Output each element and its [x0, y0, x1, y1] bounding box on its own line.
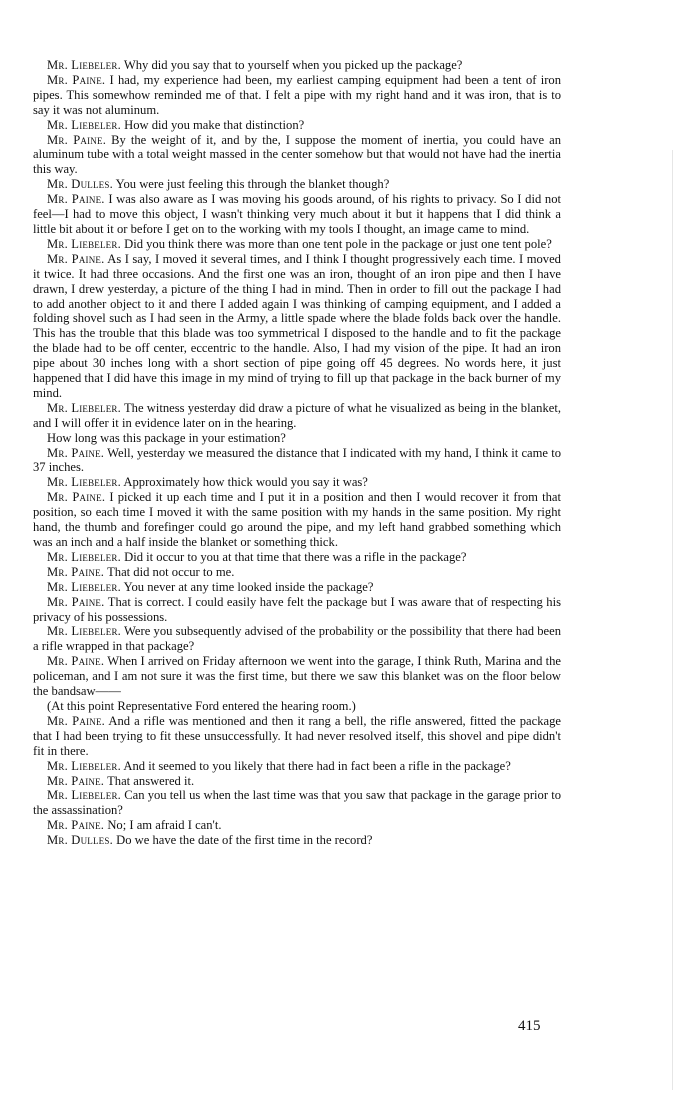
paragraph-text: Why did you say that to yourself when you picked up the package?: [123, 58, 463, 72]
testimony-paragraph: [33, 73, 561, 118]
speaker-name: Mr. Liebeler.: [47, 549, 121, 564]
paragraph-text: By the weight of it, and by the, I suppose the moment of inertia, you could have an aluminum tube with a total weight massed in the center somehow but that would not have had the inertia this way.: [33, 132, 561, 177]
paragraph-text: I had, my experience had been, my earliest camping equipment had been a tent of iron pipes. This somewhow reminded me of that. I felt a pipe with my right hand and it was iron, that is to say it was not aluminum.: [33, 72, 561, 117]
paragraph-text: How long was this package in your estimation?: [47, 430, 286, 445]
speaker-name: Mr. Paine.: [47, 818, 105, 833]
testimony-paragraph: [33, 833, 561, 848]
speaker-name: Mr. Paine.: [47, 594, 105, 609]
speaker-name: Mr. Liebeler.: [47, 58, 121, 72]
speaker-name: Mr. Paine.: [47, 654, 105, 669]
testimony-paragraph: [33, 595, 561, 625]
speaker-name: Mr. Paine.: [47, 132, 107, 147]
testimony-paragraph: [33, 654, 561, 699]
speaker-name: Mr. Paine.: [47, 490, 106, 505]
speaker-name: Mr. Paine.: [47, 251, 105, 266]
paragraph-text: As I say, I moved it several times, and I think I thought progressively each time. I moved it twice. It had three occasions. And the first one was an iron, thought of an iron pipe and then I have drawn, I drew yesterday, a picture of the thing I had in mind. Then in order to fill out the package I had to add another object to it and there I added again I was thinking of camping equipment, and I added a folding shovel such as I had seen in the Army, a little spade where the blade folds back over the handle. This has the trouble that this blade was too symmetrical I disposed to the handle and to fit the package the blade had to be off center, eccentric to the handle. Also, I had my vision of the pipe. It had an iron pipe about 30 inches long with a short section of pipe going off 45 degrees. No words here, it just happened that I did have this image in my mind of trying to fill up that package in the back burner of my mind.: [33, 251, 561, 400]
speaker-name: Mr. Paine.: [47, 445, 105, 460]
paragraph-text: I was also aware as I was moving his goods around, of his rights to privacy. So I did not feel—I had to move this object, I wasn't thinking very much about it but it happens that I did think a little bit about it or before I get on to the working with my tools I thought, an image came to mind.: [33, 192, 561, 236]
speaker-name: Mr. Liebeler.: [47, 236, 121, 251]
paragraph-text: The witness yesterday did draw a picture of what he visualized as being in the blanket, and I will offer it in evidence later on in the hearing.: [33, 400, 562, 430]
speaker-name: Mr. Liebeler.: [47, 624, 122, 639]
paragraph-text: Did you think there was more than one tent pole in the package or just one tent pole?: [124, 236, 552, 251]
testimony-paragraph: [33, 788, 561, 818]
speaker-name: Mr. Liebeler.: [47, 117, 121, 132]
speaker-name: Mr. Liebeler.: [47, 579, 121, 594]
testimony-paragraph: [33, 133, 561, 178]
paragraph-text: And it seemed to you likely that there had in fact been a rifle in the package?: [123, 758, 511, 773]
testimony-paragraph: [33, 401, 561, 431]
paragraph-text: Can you tell us when the last time was that you saw that package in the garage prior to the assassination?: [33, 788, 562, 818]
speaker-name: Mr. Paine.: [47, 713, 106, 728]
testimony-paragraph: [33, 177, 561, 192]
testimony-paragraph: [33, 565, 561, 580]
paragraph-text: When I arrived on Friday afternoon we went into the garage, I think Ruth, Marina and the policeman, and I am not sure it was the first time, but there we saw this blanket was on the floor below the bandsaw——: [33, 654, 561, 699]
paragraph-text: How did you make that distinction?: [124, 117, 305, 132]
paragraph-text: Approximately how thick would you say it was?: [123, 475, 368, 490]
paragraph-text: That did not occur to me.: [107, 564, 235, 579]
speaker-name: Mr. Paine.: [47, 192, 105, 207]
paragraph-text: That is correct. I could easily have felt the package but I was aware that of respecting his privacy of his possessions.: [33, 594, 561, 624]
testimony-paragraph: [33, 580, 561, 595]
paragraph-text: And a rifle was mentioned and then it rang a bell, the rifle answered, fitted the package that I had been trying to fit these unsuccessfully. It had never resolved itself, this shovel and pipe didn't fit in there.: [33, 713, 561, 758]
testimony-paragraph: [33, 58, 561, 73]
testimony-paragraph: [33, 714, 561, 759]
testimony-paragraph: [33, 490, 561, 550]
speaker-name: Mr. Liebeler.: [47, 400, 121, 415]
paragraph-text: No; I am afraid I can't.: [107, 818, 222, 833]
speaker-name: Mr. Dulles.: [47, 177, 113, 192]
testimony-text: [33, 58, 561, 848]
paragraph-text: You never at any time looked inside the package?: [123, 579, 374, 594]
paragraph-text: Did it occur to you at that time that there was a rifle in the package?: [124, 549, 467, 564]
testimony-paragraph: [33, 818, 561, 833]
testimony-paragraph: [33, 550, 561, 565]
testimony-paragraph: [33, 759, 561, 774]
speaker-name: Mr. Liebeler.: [47, 758, 121, 773]
testimony-paragraph: [33, 118, 561, 133]
paragraph-text: Do we have the date of the first time in the record?: [116, 833, 373, 848]
testimony-paragraph: [33, 192, 561, 237]
speaker-name: Mr. Liebeler.: [47, 788, 121, 803]
testimony-paragraph: [33, 774, 561, 789]
speaker-name: Mr. Paine.: [47, 773, 105, 788]
speaker-name: Mr. Paine.: [47, 72, 106, 87]
testimony-paragraph: [33, 624, 561, 654]
paragraph-text: Well, yesterday we measured the distance that I indicated with my hand, I think it came to 37 inches.: [33, 445, 561, 475]
page-number: 415: [518, 1018, 541, 1034]
paragraph-text: (At this point Representative Ford entered the hearing room.): [47, 698, 356, 713]
testimony-paragraph: [33, 699, 561, 714]
paragraph-text: That answered it.: [107, 773, 195, 788]
testimony-paragraph: [33, 431, 561, 446]
testimony-paragraph: [33, 252, 561, 401]
paragraph-text: I picked it up each time and I put it in a position and then I would recover it from that position, so each time I moved it with the same position with my hands in the same position. My right hand, the thumb and forefinger could go around the pipe, and my left hand grabbed something which was an inch and a half inside the blanket or something thick.: [33, 490, 561, 549]
paragraph-text: Were you subsequently advised of the probability or the possibility that there had been a rifle wrapped in that package?: [33, 624, 562, 654]
testimony-paragraph: [33, 237, 561, 252]
speaker-name: Mr. Dulles.: [47, 833, 113, 848]
speaker-name: Mr. Paine.: [47, 564, 105, 579]
speaker-name: Mr. Liebeler.: [47, 475, 121, 490]
testimony-paragraph: [33, 446, 561, 476]
page-edge-line: [672, 150, 673, 1090]
testimony-paragraph: [33, 475, 561, 490]
paragraph-text: You were just feeling this through the blanket though?: [115, 177, 390, 192]
